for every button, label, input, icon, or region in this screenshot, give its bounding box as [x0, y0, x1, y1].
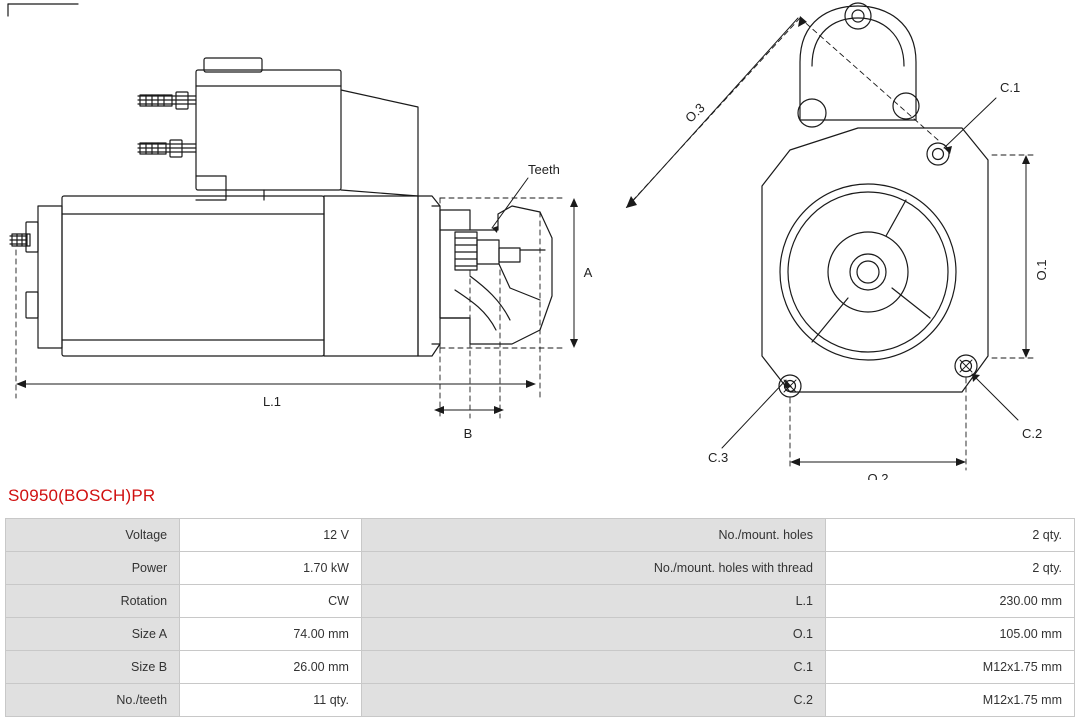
label-size-a: A: [583, 265, 593, 280]
label-teeth: Teeth: [528, 162, 560, 177]
spec-label: C.2: [361, 684, 825, 717]
label-c3: C.3: [708, 450, 729, 465]
spec-label: No./mount. holes with thread: [361, 552, 825, 585]
spec-label: Size B: [6, 651, 180, 684]
label-o1: O.1: [1034, 259, 1049, 281]
label-size-b: B: [463, 426, 473, 441]
spec-value: 1.70 kW: [180, 552, 362, 585]
spec-value: 105.00 mm: [825, 618, 1074, 651]
label-c1: C.1: [1000, 80, 1021, 95]
spec-value: 230.00 mm: [825, 585, 1074, 618]
spec-value: 74.00 mm: [180, 618, 362, 651]
page-title: S0950(BOSCH)PR: [8, 486, 156, 505]
spec-value: 26.00 mm: [180, 651, 362, 684]
table-row: [6, 651, 1075, 684]
spec-label: No./teeth: [6, 684, 180, 717]
label-o2: O.2: [867, 471, 889, 480]
spec-label: O.1: [361, 618, 825, 651]
spec-value: 2 qty.: [825, 519, 1074, 552]
spec-label: L.1: [361, 585, 825, 618]
spec-label: C.1: [361, 651, 825, 684]
specifications-table: [5, 518, 1075, 717]
label-length-l1: L.1: [262, 394, 282, 409]
table-row: [6, 585, 1075, 618]
spec-value: M12x1.75 mm: [825, 651, 1074, 684]
table-row: [6, 552, 1075, 585]
spec-label: Power: [6, 552, 180, 585]
table-row: [6, 684, 1075, 717]
spec-label: No./mount. holes: [361, 519, 825, 552]
spec-value: M12x1.75 mm: [825, 684, 1074, 717]
spec-value: CW: [180, 585, 362, 618]
spec-value: 11 qty.: [180, 684, 362, 717]
label-o3: O.3: [682, 100, 708, 126]
spec-label: Rotation: [6, 585, 180, 618]
spec-value: 12 V: [180, 519, 362, 552]
spec-label: Size A: [6, 618, 180, 651]
label-c2: C.2: [1022, 426, 1043, 441]
spec-value: 2 qty.: [825, 552, 1074, 585]
table-row: [6, 519, 1075, 552]
spec-label: Voltage: [6, 519, 180, 552]
table-row: [6, 618, 1075, 651]
